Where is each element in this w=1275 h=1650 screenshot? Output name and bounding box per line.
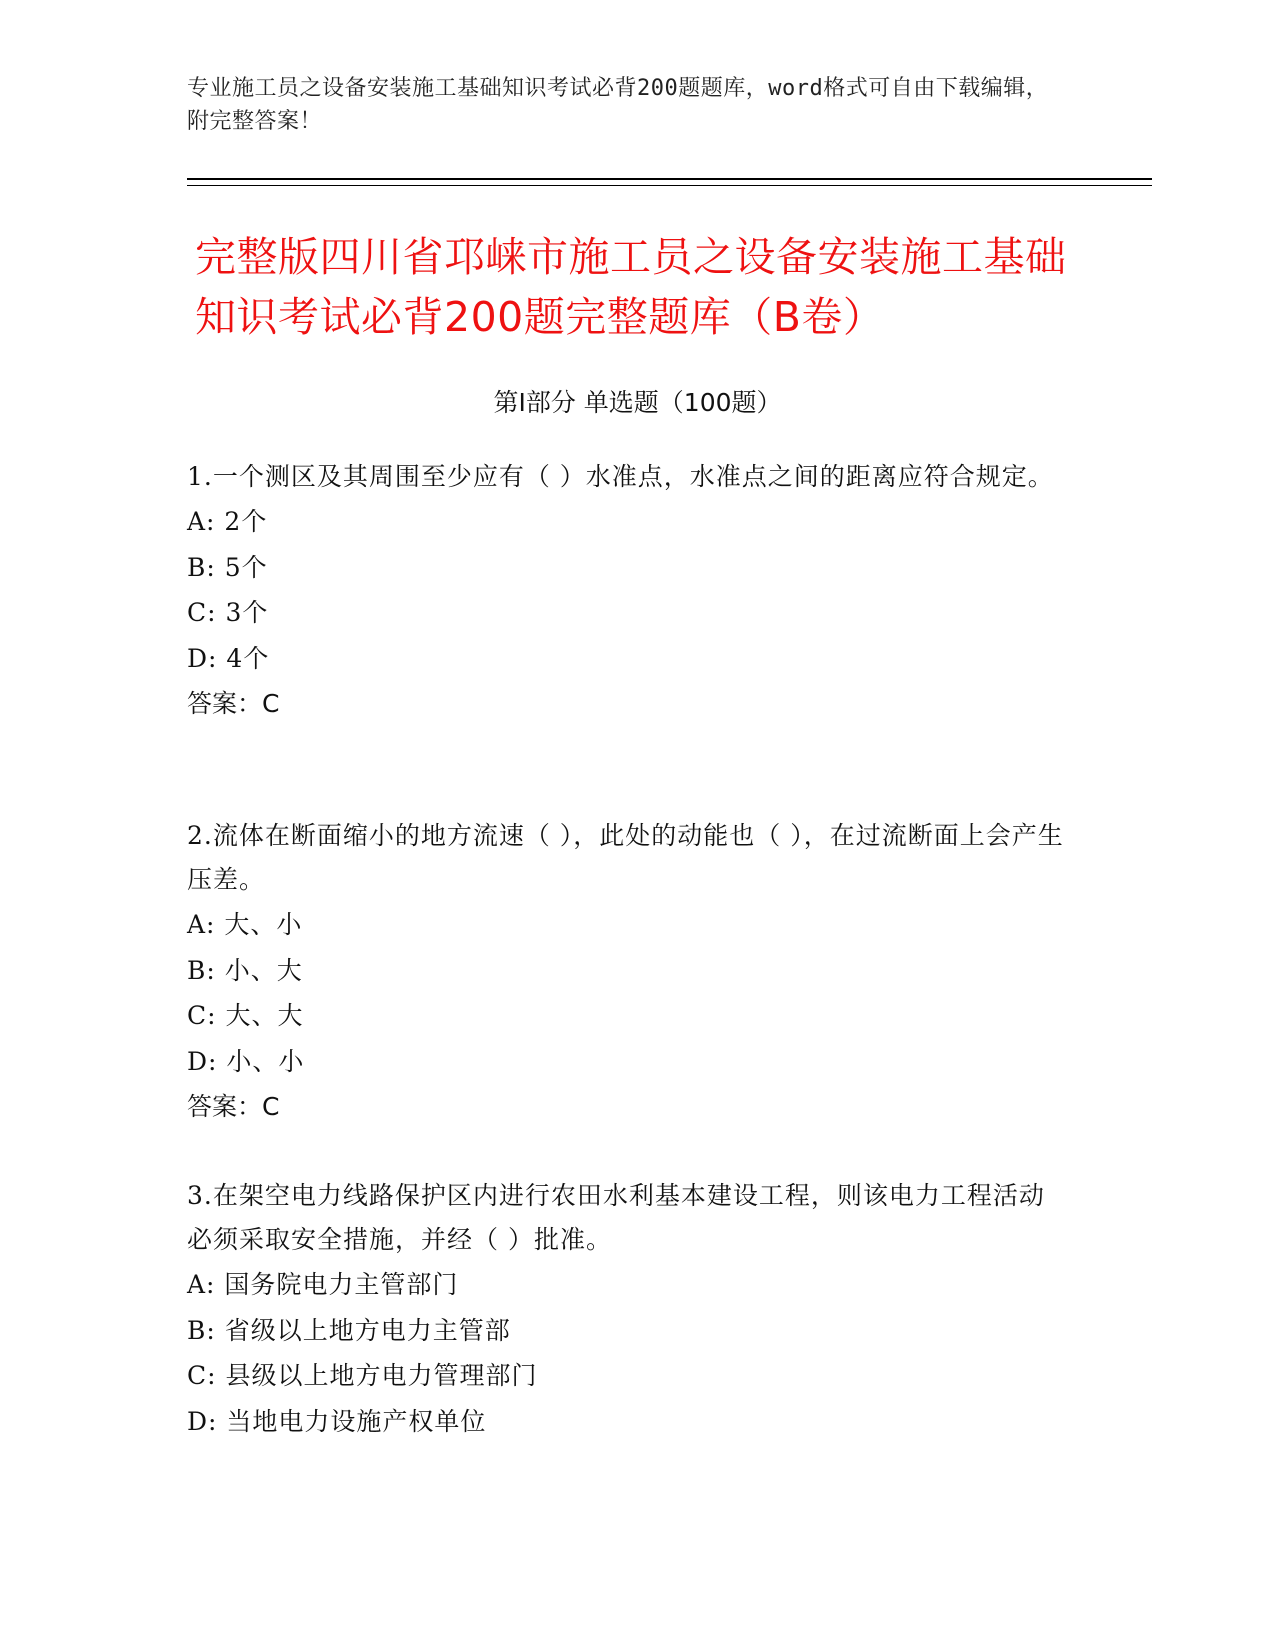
document-title: 完整版四川省邛崃市施工员之设备安装施工基础知识考试必背200题完整题库（B卷） [195, 233, 1067, 341]
question-text: 1.一个测区及其周围至少应有（ ）水准点，水准点之间的距离应符合规定。 [187, 462, 1054, 491]
question-3 [187, 1174, 1067, 1444]
option-d: D: 当地电力设施产权单位 [187, 1406, 487, 1436]
question-1 [187, 455, 1067, 727]
option-b: B: 省级以上地方电力主管部 [187, 1315, 511, 1345]
option-c: C: 大、大 [187, 1001, 304, 1030]
question-text: 2.流体在断面缩小的地方流速（ ），此处的动能也（ ），在过流断面上会产生压差。 [187, 821, 1064, 894]
option-d: D: 4个 [187, 643, 270, 673]
answer: 答案：C [187, 1092, 280, 1121]
option-a: A: 大、小 [187, 910, 303, 939]
option-d: D: 小、小 [187, 1046, 305, 1076]
option-c: C: 县级以上地方电力管理部门 [187, 1361, 538, 1390]
header-divider-thick [187, 178, 1152, 180]
header-note: 专业施工员之设备安装施工基础知识考试必背200题题库，word格式可自由下载编辑，附完整答案！ [187, 76, 1049, 134]
question-text: 3.在架空电力线路保护区内进行农田水利基本建设工程，则该电力工程活动必须采取安全措施，并经（ ）批准。 [187, 1181, 1045, 1254]
option-a: A: 国务院电力主管部门 [187, 1270, 459, 1299]
answer: 答案：C [187, 689, 280, 718]
option-b: B: 5个 [187, 552, 268, 582]
option-b: B: 小、大 [187, 955, 303, 985]
option-a: A: 2个 [187, 507, 268, 536]
option-c: C: 3个 [187, 598, 269, 627]
section-heading: 第Ⅰ部分 单选题（100题） [493, 388, 782, 417]
header-divider-thin [187, 185, 1152, 186]
question-2 [187, 814, 1067, 1130]
